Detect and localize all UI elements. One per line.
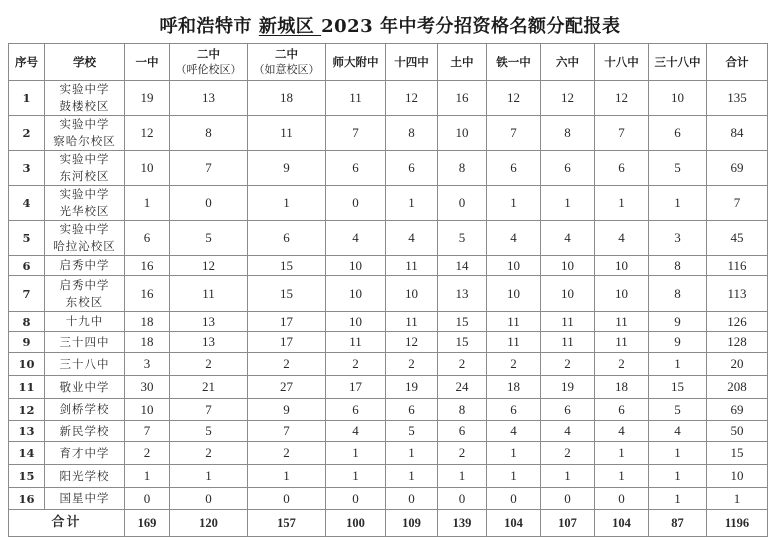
quota-cell: 0	[541, 488, 595, 510]
quota-cell: 5	[386, 421, 438, 442]
quota-cell: 1	[487, 465, 541, 488]
quota-cell: 0	[438, 488, 487, 510]
column-header-label: 土中	[450, 55, 474, 69]
quota-cell: 11	[170, 276, 248, 312]
school-campus: 东校区	[65, 294, 104, 309]
quota-cell: 2	[248, 353, 326, 376]
school-campus: 哈拉沁校区	[53, 239, 116, 253]
table-row	[9, 488, 768, 510]
school-name-cell	[45, 276, 125, 312]
table-row	[9, 256, 768, 276]
quota-cell: 2	[438, 353, 487, 376]
school-name-cell	[45, 465, 125, 488]
table-row	[9, 442, 768, 465]
grand-total-cell: 1196	[707, 510, 768, 537]
school-name-cell	[45, 488, 125, 510]
school-name-cell	[45, 151, 125, 186]
quota-cell: 15	[649, 376, 707, 399]
row-index: 10	[9, 353, 45, 376]
row-index: 7	[9, 276, 45, 312]
table-row	[9, 221, 768, 256]
quota-cell: 27	[248, 376, 326, 399]
column-header-label: 十八中	[604, 55, 639, 69]
quota-cell: 2	[170, 353, 248, 376]
quota-cell: 13	[170, 312, 248, 332]
column-header-c1	[125, 44, 170, 81]
header-row	[9, 44, 768, 81]
quota-cell: 6	[487, 151, 541, 186]
quota-cell: 16	[125, 256, 170, 276]
column-total-cell: 104	[487, 510, 541, 537]
total-label: 合计	[9, 510, 125, 537]
quota-cell: 0	[170, 488, 248, 510]
row-index: 2	[9, 116, 45, 151]
row-total-cell: 1	[707, 488, 768, 510]
column-header-sublabel: （呼伦校区）	[175, 63, 242, 76]
quota-cell: 1	[386, 465, 438, 488]
row-total-cell: 135	[707, 81, 768, 116]
quota-cell: 3	[125, 353, 170, 376]
row-total-cell: 45	[707, 221, 768, 256]
school-name-cell	[45, 332, 125, 353]
quota-cell: 1	[326, 442, 386, 465]
quota-cell: 19	[125, 81, 170, 116]
quota-cell: 8	[438, 399, 487, 421]
quota-cell: 16	[125, 276, 170, 312]
quota-cell: 0	[125, 488, 170, 510]
quota-cell: 18	[125, 332, 170, 353]
quota-cell: 10	[487, 276, 541, 312]
quota-cell: 12	[595, 81, 649, 116]
quota-cell: 0	[248, 488, 326, 510]
quota-cell: 11	[541, 332, 595, 353]
quota-cell: 1	[649, 442, 707, 465]
quota-cell: 11	[541, 312, 595, 332]
column-header-label: 学校	[73, 55, 96, 69]
column-header-label: 二中	[197, 47, 220, 61]
quota-cell: 24	[438, 376, 487, 399]
quota-cell: 13	[170, 81, 248, 116]
school-name: 新民学校	[59, 423, 110, 438]
school-campus: 光华校区	[59, 204, 110, 218]
quota-cell: 18	[487, 376, 541, 399]
column-header-sublabel: （如意校区）	[253, 63, 320, 76]
row-index: 12	[9, 399, 45, 421]
column-total-cell: 107	[541, 510, 595, 537]
school-name-cell	[45, 421, 125, 442]
row-total-cell: 10	[707, 465, 768, 488]
title-suffix: 2023 年中考分招资格名额分配报表	[321, 16, 621, 37]
table-body	[9, 81, 768, 537]
quota-cell: 6	[248, 221, 326, 256]
table-row	[9, 332, 768, 353]
table-row	[9, 421, 768, 442]
column-header-label: 一中	[135, 55, 159, 69]
quota-cell: 10	[386, 276, 438, 312]
quota-cell: 12	[386, 332, 438, 353]
school-name-cell	[45, 186, 125, 221]
row-total-cell: 20	[707, 353, 768, 376]
quota-cell: 4	[595, 421, 649, 442]
quota-cell: 1	[595, 465, 649, 488]
school-name: 三十八中	[59, 356, 110, 371]
quota-cell: 1	[248, 465, 326, 488]
quota-cell: 6	[326, 399, 386, 421]
quota-cell: 11	[326, 81, 386, 116]
table-row	[9, 276, 768, 312]
quota-cell: 1	[487, 186, 541, 221]
quota-cell: 17	[326, 376, 386, 399]
quota-cell: 5	[170, 421, 248, 442]
column-header-label: 铁一中	[496, 55, 531, 69]
school-name: 育才中学	[59, 445, 110, 460]
column-header-label: 序号	[15, 55, 38, 69]
quota-cell: 18	[125, 312, 170, 332]
table-row	[9, 353, 768, 376]
quota-cell: 11	[386, 312, 438, 332]
quota-cell: 2	[487, 353, 541, 376]
quota-cell: 4	[649, 421, 707, 442]
quota-cell: 1	[248, 186, 326, 221]
quota-cell: 0	[487, 488, 541, 510]
quota-cell: 15	[438, 312, 487, 332]
quota-cell: 2	[438, 442, 487, 465]
quota-cell: 6	[125, 221, 170, 256]
column-header-label: 六中	[556, 55, 579, 69]
column-total-cell: 139	[438, 510, 487, 537]
table-row	[9, 376, 768, 399]
quota-cell: 11	[595, 332, 649, 353]
school-name: 敬业中学	[59, 379, 110, 394]
school-name-cell	[45, 221, 125, 256]
quota-cell: 8	[649, 256, 707, 276]
quota-cell: 0	[170, 186, 248, 221]
quota-cell: 12	[125, 116, 170, 151]
quota-cell: 2	[541, 353, 595, 376]
table-row	[9, 81, 768, 116]
column-total-cell: 157	[248, 510, 326, 537]
report-title	[0, 12, 780, 38]
row-index: 1	[9, 81, 45, 116]
quota-cell: 5	[170, 221, 248, 256]
quota-cell: 8	[438, 151, 487, 186]
row-index: 11	[9, 376, 45, 399]
quota-cell: 4	[487, 221, 541, 256]
quota-cell: 1	[541, 465, 595, 488]
column-total-cell: 100	[326, 510, 386, 537]
school-name-cell	[45, 399, 125, 421]
quota-cell: 1	[125, 186, 170, 221]
quota-cell: 6	[438, 421, 487, 442]
column-header-school	[45, 44, 125, 81]
row-total-cell: 113	[707, 276, 768, 312]
quota-cell: 7	[326, 116, 386, 151]
quota-cell: 11	[595, 312, 649, 332]
quota-cell: 1	[170, 465, 248, 488]
quota-cell: 15	[248, 276, 326, 312]
quota-cell: 1	[649, 353, 707, 376]
quota-cell: 6	[649, 116, 707, 151]
row-total-cell: 69	[707, 151, 768, 186]
quota-cell: 4	[487, 421, 541, 442]
quota-cell: 10	[326, 256, 386, 276]
row-total-cell: 126	[707, 312, 768, 332]
column-header-c4	[326, 44, 386, 81]
quota-cell: 17	[248, 312, 326, 332]
table-row	[9, 116, 768, 151]
quota-cell: 4	[386, 221, 438, 256]
column-total-cell: 104	[595, 510, 649, 537]
quota-cell: 12	[386, 81, 438, 116]
quota-cell: 4	[326, 221, 386, 256]
quota-cell: 15	[438, 332, 487, 353]
quota-cell: 8	[170, 116, 248, 151]
quota-cell: 10	[125, 399, 170, 421]
quota-cell: 10	[649, 81, 707, 116]
column-total-cell: 109	[386, 510, 438, 537]
column-header-label: 三十八中	[654, 55, 701, 69]
quota-cell: 3	[649, 221, 707, 256]
school-name-cell	[45, 376, 125, 399]
quota-cell: 1	[386, 442, 438, 465]
quota-cell: 6	[595, 399, 649, 421]
quota-cell: 7	[248, 421, 326, 442]
column-header-c10	[649, 44, 707, 81]
school-campus: 察哈尔校区	[53, 134, 116, 148]
quota-cell: 10	[487, 256, 541, 276]
quota-cell: 10	[541, 276, 595, 312]
quota-cell: 6	[326, 151, 386, 186]
column-header-label: 十四中	[394, 55, 429, 69]
quota-cell: 17	[248, 332, 326, 353]
quota-cell: 10	[595, 276, 649, 312]
quota-cell: 8	[649, 276, 707, 312]
quota-cell: 21	[170, 376, 248, 399]
table-row	[9, 399, 768, 421]
quota-cell: 6	[487, 399, 541, 421]
school-name-cell	[45, 256, 125, 276]
quota-cell: 30	[125, 376, 170, 399]
column-header-label: 合计	[725, 55, 749, 69]
quota-cell: 0	[326, 488, 386, 510]
row-index: 15	[9, 465, 45, 488]
quota-cell: 11	[487, 312, 541, 332]
school-name: 实验中学	[59, 222, 110, 236]
quota-cell: 1	[438, 465, 487, 488]
row-index: 3	[9, 151, 45, 186]
school-name: 三十四中	[59, 334, 110, 349]
quota-cell: 10	[125, 151, 170, 186]
school-name: 十九中	[65, 314, 104, 328]
quota-cell: 6	[386, 399, 438, 421]
title-district: 新城区	[258, 16, 322, 37]
school-name: 阳光学校	[59, 468, 110, 483]
column-total-cell: 87	[649, 510, 707, 537]
quota-cell: 1	[125, 465, 170, 488]
row-index: 4	[9, 186, 45, 221]
row-total-cell: 128	[707, 332, 768, 353]
quota-cell: 1	[595, 186, 649, 221]
quota-cell: 0	[595, 488, 649, 510]
quota-cell: 0	[386, 488, 438, 510]
column-header-c6	[438, 44, 487, 81]
quota-cell: 1	[649, 186, 707, 221]
quota-cell: 11	[386, 256, 438, 276]
table-row	[9, 312, 768, 332]
column-header-c3	[248, 44, 326, 81]
row-index: 6	[9, 256, 45, 276]
school-name-cell	[45, 116, 125, 151]
row-total-cell: 69	[707, 399, 768, 421]
column-header-total	[707, 44, 768, 81]
quota-cell: 1	[595, 442, 649, 465]
column-header-c8	[541, 44, 595, 81]
quota-cell: 7	[595, 116, 649, 151]
quota-cell: 19	[541, 376, 595, 399]
quota-cell: 2	[386, 353, 438, 376]
table-row	[9, 186, 768, 221]
quota-cell: 9	[248, 399, 326, 421]
quota-cell: 7	[487, 116, 541, 151]
row-total-cell: 116	[707, 256, 768, 276]
quota-cell: 2	[125, 442, 170, 465]
quota-cell: 1	[541, 186, 595, 221]
table-row	[9, 465, 768, 488]
school-campus: 东河校区	[59, 169, 110, 183]
quota-cell: 1	[386, 186, 438, 221]
row-total-cell: 208	[707, 376, 768, 399]
school-name-cell	[45, 312, 125, 332]
quota-cell: 6	[595, 151, 649, 186]
quota-cell: 9	[248, 151, 326, 186]
column-header-c9	[595, 44, 649, 81]
quota-cell: 6	[541, 151, 595, 186]
quota-cell: 9	[649, 312, 707, 332]
quota-cell: 9	[649, 332, 707, 353]
column-header-index	[9, 44, 45, 81]
school-name: 剑桥学校	[59, 402, 110, 416]
row-index: 14	[9, 442, 45, 465]
row-index: 13	[9, 421, 45, 442]
quota-cell: 8	[386, 116, 438, 151]
quota-cell: 2	[248, 442, 326, 465]
quota-cell: 2	[326, 353, 386, 376]
quota-cell: 2	[170, 442, 248, 465]
quota-cell: 0	[438, 186, 487, 221]
quota-cell: 13	[438, 276, 487, 312]
quota-cell: 4	[541, 421, 595, 442]
quota-cell: 16	[438, 81, 487, 116]
quota-cell: 5	[649, 151, 707, 186]
quota-cell: 4	[595, 221, 649, 256]
quota-cell: 13	[170, 332, 248, 353]
quota-cell: 1	[649, 465, 707, 488]
quota-cell: 6	[386, 151, 438, 186]
quota-cell: 12	[170, 256, 248, 276]
school-campus: 鼓楼校区	[59, 99, 110, 113]
quota-cell: 7	[170, 399, 248, 421]
table-row	[9, 151, 768, 186]
quota-cell: 12	[541, 81, 595, 116]
quota-cell: 0	[326, 186, 386, 221]
school-name-cell	[45, 353, 125, 376]
column-total-cell: 169	[125, 510, 170, 537]
row-total-cell: 15	[707, 442, 768, 465]
quota-cell: 19	[386, 376, 438, 399]
quota-cell: 1	[649, 488, 707, 510]
quota-cell: 7	[170, 151, 248, 186]
column-header-c7	[487, 44, 541, 81]
quota-cell: 4	[541, 221, 595, 256]
school-name: 启秀中学	[59, 258, 110, 272]
quota-cell: 1	[326, 465, 386, 488]
row-total-cell: 84	[707, 116, 768, 151]
quota-cell: 6	[541, 399, 595, 421]
school-name: 启秀中学	[59, 277, 110, 292]
column-header-label: 师大附中	[332, 55, 379, 69]
row-index: 5	[9, 221, 45, 256]
row-total-cell: 7	[707, 186, 768, 221]
quota-cell: 11	[326, 332, 386, 353]
row-index: 16	[9, 488, 45, 510]
quota-cell: 4	[326, 421, 386, 442]
row-index: 8	[9, 312, 45, 332]
quota-cell: 11	[248, 116, 326, 151]
quota-cell: 10	[595, 256, 649, 276]
school-name: 实验中学	[59, 82, 110, 96]
row-index: 9	[9, 332, 45, 353]
row-total-cell: 50	[707, 421, 768, 442]
title-prefix: 呼和浩特市	[159, 16, 259, 37]
school-name: 实验中学	[59, 152, 110, 166]
school-name: 实验中学	[59, 187, 110, 201]
column-header-c5	[386, 44, 438, 81]
total-row	[9, 510, 768, 537]
school-name-cell	[45, 442, 125, 465]
quota-cell: 18	[595, 376, 649, 399]
quota-cell: 5	[438, 221, 487, 256]
school-name: 国星中学	[59, 491, 110, 505]
quota-cell: 10	[541, 256, 595, 276]
quota-cell: 11	[487, 332, 541, 353]
quota-cell: 15	[248, 256, 326, 276]
quota-cell: 10	[326, 312, 386, 332]
school-name: 实验中学	[59, 117, 110, 131]
quota-cell: 10	[326, 276, 386, 312]
quota-cell: 7	[125, 421, 170, 442]
quota-table	[8, 43, 768, 537]
quota-cell: 12	[487, 81, 541, 116]
quota-cell: 2	[541, 442, 595, 465]
quota-cell: 2	[595, 353, 649, 376]
school-name-cell	[45, 81, 125, 116]
quota-cell: 5	[649, 399, 707, 421]
column-header-c2	[170, 44, 248, 81]
quota-cell: 10	[438, 116, 487, 151]
quota-cell: 18	[248, 81, 326, 116]
column-total-cell: 120	[170, 510, 248, 537]
column-header-label: 二中	[275, 47, 298, 61]
quota-cell: 8	[541, 116, 595, 151]
quota-cell: 14	[438, 256, 487, 276]
quota-cell: 1	[487, 442, 541, 465]
